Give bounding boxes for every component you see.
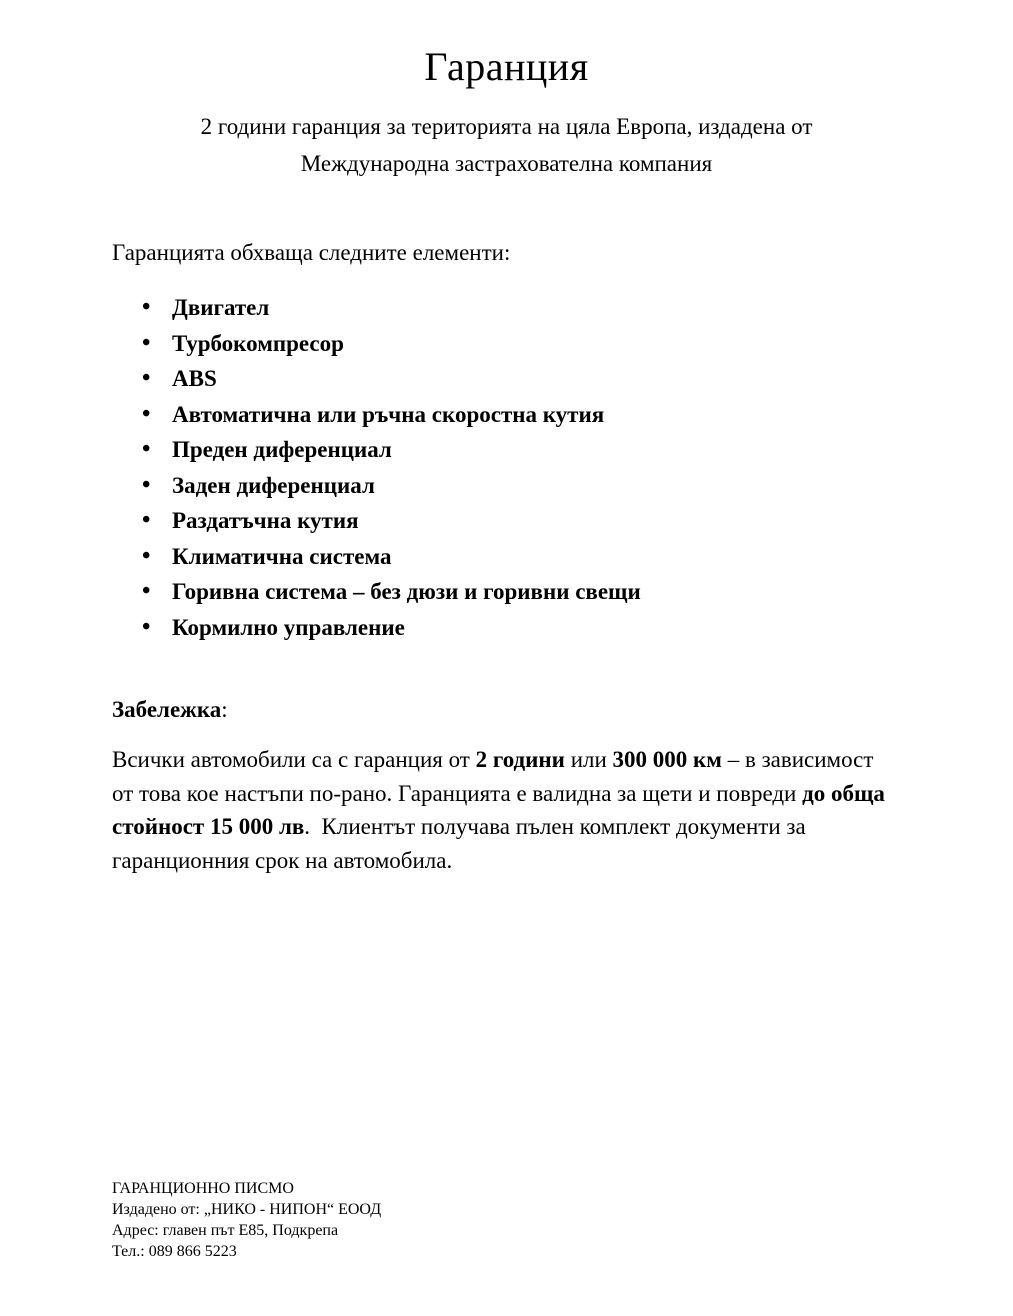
coverage-list-item [112,326,885,362]
coverage-item-label: Двигател [172,295,270,320]
document-subtitle [0,108,1013,182]
text-segment: : [221,697,228,722]
bold-text-segment: до обща стойност 15 000 лв [112,780,891,839]
bold-text-segment: 300 000 км [612,747,722,772]
page-title: Гаранция [424,44,589,89]
coverage-list [112,290,885,645]
bullet-icon: • [142,365,151,391]
subtitle-line-1: 2 години гаранция за територията на цяла Европа, издадена от [200,114,813,139]
coverage-item-label: Кормилно управление [172,614,405,640]
bold-text-segment: 2 години [475,747,565,772]
coverage-list-item [112,468,885,504]
bold-text-segment: Забележка [112,697,222,722]
bullet-icon: • [142,542,151,569]
document-footer [112,1178,381,1262]
footer-issued-by: Издадено от: „НИКО - НИПОН“ ЕООД [112,1201,382,1218]
coverage-item-label: Заден диференциал [172,472,375,498]
coverage-list-item [112,539,885,575]
coverage-item-label: Раздатъчна кутия [172,508,359,533]
footer-letter-title: ГАРАНЦИОННО ПИСМО [112,1180,294,1197]
bullet-icon: • [142,471,151,498]
document-body [0,238,1013,877]
coverage-list-item [112,503,885,539]
coverage-item-label: Горивна система – без дюзи и горивни свещи [172,579,641,604]
note-paragraph [112,743,892,877]
footer-phone: Тел.: 089 866 5223 [112,1243,237,1260]
coverage-item-label: Преден диференциал [172,437,392,462]
bullet-icon: • [142,578,151,604]
bullet-icon: • [142,294,151,320]
bullet-icon: • [142,436,151,462]
bullet-icon: • [142,613,151,640]
coverage-list-item [112,610,885,646]
coverage-list-item [112,574,885,610]
note-heading [112,695,885,725]
bullet-icon: • [142,400,151,427]
coverage-item-label: Турбокомпресор [172,330,344,356]
bullet-icon: • [142,507,151,533]
coverage-list-item [112,290,885,326]
text-segment: – в зависимост от това кое настъпи по-рано. Гаранцията е валидна за щети и повреди [112,747,880,806]
bullet-icon: • [142,329,151,356]
coverage-list-item [112,397,885,433]
coverage-list-item [112,361,885,397]
text-segment: Всички автомобили са с гаранция от [112,747,476,772]
coverage-list-item [112,432,885,468]
subtitle-line-2: Международна застрахователна компания [300,151,713,176]
coverage-item-label: Климатична система [172,543,392,569]
text-segment: . Клиентът получава пълен комплект документи за гаранционния срок на автомобила. [112,814,812,873]
footer-address: Адрес: главен път Е85, Подкрепа [112,1222,339,1239]
text-segment: или [564,747,613,772]
coverage-intro-text: Гаранцията обхваща следните елементи: [112,240,511,265]
coverage-item-label: ABS [172,366,217,391]
coverage-item-label: Автоматична или ръчна скоростна кутия [172,401,605,427]
